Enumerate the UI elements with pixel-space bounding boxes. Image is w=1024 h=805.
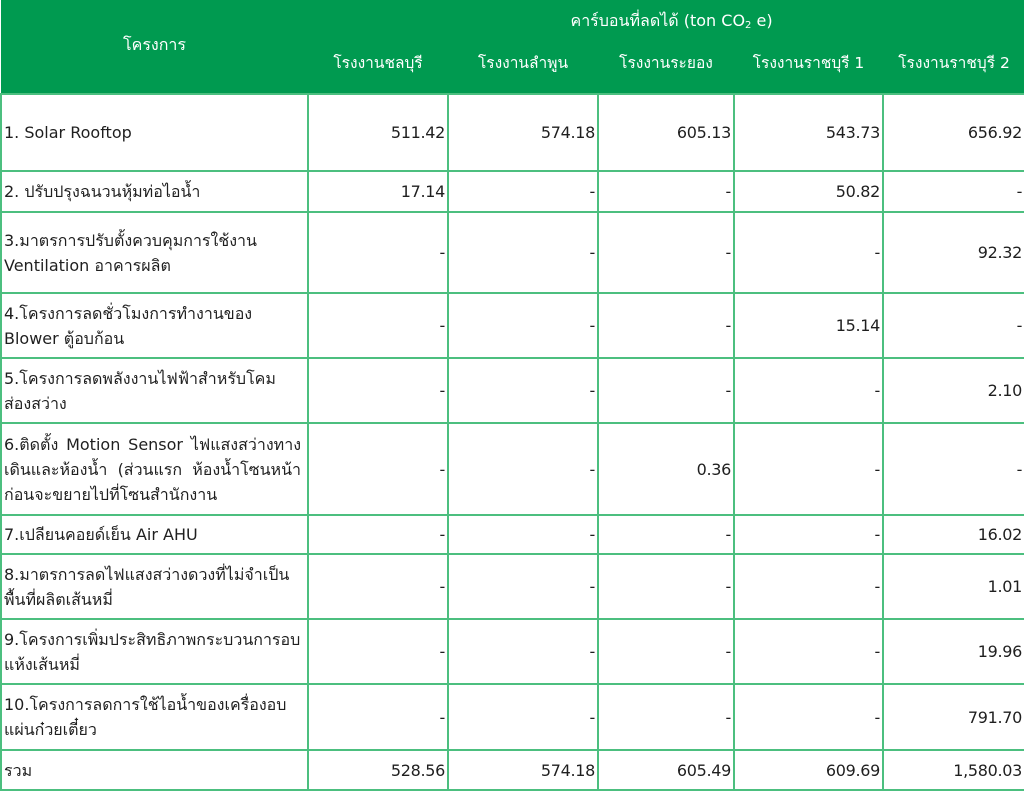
group-title-suffix: e)	[751, 10, 773, 30]
group-title-prefix: คาร์บอนที่ลดได้ (ton CO	[570, 10, 746, 30]
value-cell: -	[448, 212, 598, 293]
project-name: 2. ปรับปรุงฉนวนหุ้มท่อไอน้ำ	[1, 171, 308, 212]
value-cell: -	[734, 212, 883, 293]
project-name: 3.มาตรการปรับตั้งควบคุมการใช้งาน Ventilation อาคารผลิต	[1, 212, 308, 293]
value-cell: 543.73	[734, 94, 883, 171]
value-cell: -	[598, 515, 734, 554]
plant-header-ratchaburi-2: โรงงานราชบุรี 2	[883, 42, 1024, 94]
value-cell: -	[883, 423, 1024, 515]
value-cell: -	[734, 619, 883, 684]
table-row	[1, 358, 1024, 423]
value-cell: -	[448, 554, 598, 619]
value-cell: -	[598, 358, 734, 423]
group-title-subscript: 2	[745, 19, 752, 31]
table-body	[1, 94, 1024, 790]
value-cell: -	[448, 423, 598, 515]
value-cell: 92.32	[883, 212, 1024, 293]
project-column-header: โครงการ	[1, 0, 308, 94]
value-cell: 17.14	[308, 171, 448, 212]
total-row	[1, 750, 1024, 790]
project-name: 8.มาตรการลดไฟแสงสว่างดวงที่ไม่จำเป็น พื้นที่ผลิตเส้นหมี่	[1, 554, 308, 619]
total-value-cell: 609.69	[734, 750, 883, 790]
value-cell: -	[598, 293, 734, 358]
total-value-cell: 574.18	[448, 750, 598, 790]
project-name: 10.โครงการลดการใช้ไอน้ำของเครื่องอบแผ่นก๋วยเตี๋ยว	[1, 684, 308, 750]
project-name: 4.โครงการลดชั่วโมงการทำงานของ Blower ตู้อบก้อน	[1, 293, 308, 358]
value-cell: 1.01	[883, 554, 1024, 619]
value-cell: 2.10	[883, 358, 1024, 423]
value-cell: 50.82	[734, 171, 883, 212]
value-cell: -	[598, 171, 734, 212]
value-cell: -	[308, 684, 448, 750]
plant-header-chonburi: โรงงานชลบุรี	[308, 42, 448, 94]
value-cell: 19.96	[883, 619, 1024, 684]
table-row	[1, 94, 1024, 171]
value-cell: 656.92	[883, 94, 1024, 171]
value-cell: -	[448, 171, 598, 212]
table-row	[1, 212, 1024, 293]
value-cell: 16.02	[883, 515, 1024, 554]
value-cell: 511.42	[308, 94, 448, 171]
table-header	[1, 0, 1024, 94]
project-name: 7.เปลียนคอยด์เย็น Air AHU	[1, 515, 308, 554]
project-name: 5.โครงการลดพลังงานไฟฟ้าสำหรับโคมส่องสว่าง	[1, 358, 308, 423]
table-row	[1, 619, 1024, 684]
value-cell: 0.36	[598, 423, 734, 515]
table-row	[1, 515, 1024, 554]
value-cell: -	[308, 619, 448, 684]
value-cell: -	[308, 358, 448, 423]
total-value-cell: 605.49	[598, 750, 734, 790]
project-name: 1. Solar Rooftop	[1, 94, 308, 171]
project-name: 9.โครงการเพิ่มประสิทธิภาพกระบวนการอบแห้งเส้นหมี่	[1, 619, 308, 684]
value-cell: 574.18	[448, 94, 598, 171]
value-cell: -	[598, 212, 734, 293]
value-cell: -	[734, 554, 883, 619]
total-label: รวม	[1, 750, 308, 790]
value-cell: -	[598, 554, 734, 619]
value-cell: -	[308, 515, 448, 554]
value-cell: -	[734, 423, 883, 515]
value-cell: -	[308, 293, 448, 358]
value-cell: -	[448, 619, 598, 684]
value-cell: 15.14	[734, 293, 883, 358]
table-row	[1, 293, 1024, 358]
value-cell: -	[448, 293, 598, 358]
value-cell: -	[308, 212, 448, 293]
value-cell: -	[734, 358, 883, 423]
total-value-cell: 528.56	[308, 750, 448, 790]
table-row	[1, 171, 1024, 212]
value-cell: -	[883, 171, 1024, 212]
value-cell: -	[448, 358, 598, 423]
plant-header-ratchaburi-1: โรงงานราชบุรี 1	[734, 42, 883, 94]
value-cell: -	[448, 684, 598, 750]
project-name: 6.ติดตั้ง Motion Sensor ไฟแสงสว่างทางเดินและห้องน้ำ (ส่วนแรก ห้องน้ำโซนหน้า ก่อนจะขยายไปที่โซนสำนักงาน	[1, 423, 308, 515]
value-cell: 605.13	[598, 94, 734, 171]
table-row	[1, 684, 1024, 750]
value-cell: -	[734, 515, 883, 554]
plant-header-rayong: โรงงานระยอง	[598, 42, 734, 94]
value-cell: -	[448, 515, 598, 554]
table-row	[1, 423, 1024, 515]
total-value-cell: 1,580.03	[883, 750, 1024, 790]
value-cell: -	[598, 619, 734, 684]
value-cell: -	[308, 554, 448, 619]
carbon-reduced-group-header	[308, 0, 1024, 42]
value-cell: -	[598, 684, 734, 750]
plant-header-lamphun: โรงงานลำพูน	[448, 42, 598, 94]
value-cell: -	[308, 423, 448, 515]
table-row	[1, 554, 1024, 619]
value-cell: -	[883, 293, 1024, 358]
value-cell: -	[734, 684, 883, 750]
value-cell: 791.70	[883, 684, 1024, 750]
